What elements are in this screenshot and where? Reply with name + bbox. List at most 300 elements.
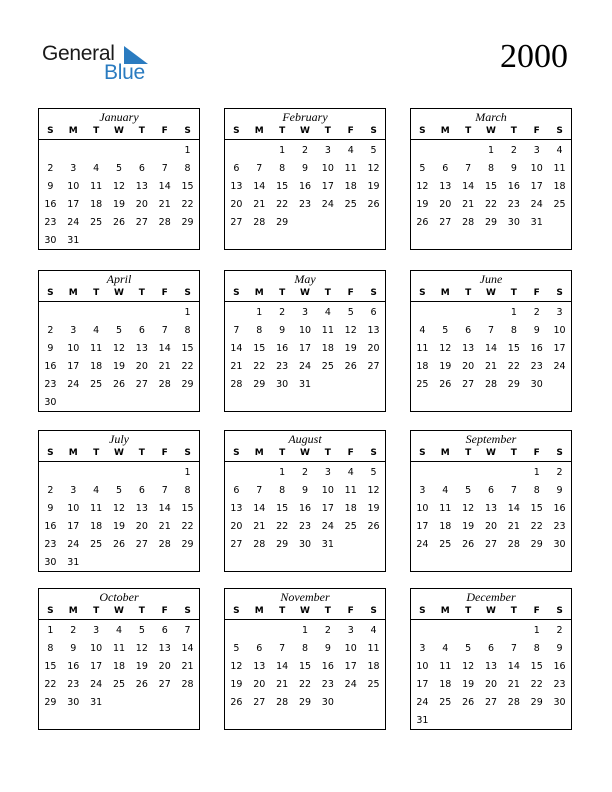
day-cell: 1 [279,467,286,478]
day-cell: 2 [301,467,309,478]
weekday-label: T [93,126,100,136]
month-title: December [466,590,516,604]
day-cell: 23 [321,679,334,690]
empty-day-cell [480,622,503,640]
day-cell: 22 [530,679,543,690]
day-cell: 4 [347,145,354,156]
day-cell: 17 [67,199,80,210]
day-cell: 18 [367,661,380,672]
day-cell: 8 [279,163,286,174]
day-cell: 23 [530,361,543,372]
weekday-label: S [556,126,563,136]
day-cell: 30 [44,557,57,568]
weekday-label: S [47,288,54,298]
day-cell: 15 [484,181,498,192]
day-cell: 29 [181,217,194,228]
day-cell: 2 [47,485,54,496]
day-cell: 26 [112,539,126,550]
day-cell: 29 [298,697,312,708]
day-cell: 1 [47,625,54,636]
logo-word-blue: Blue [104,61,145,84]
day-cell: 16 [67,661,80,672]
day-cell: 23 [553,521,566,532]
weekday-label: S [184,126,191,136]
weekday-header [39,605,199,620]
day-cell: 25 [416,379,429,390]
weekday-label: M [254,448,264,458]
day-cell: 24 [344,679,357,690]
weekday-label: T [279,288,286,298]
month-december [410,588,572,730]
day-cell: 15 [530,503,543,514]
day-cell: 26 [112,217,126,228]
weekday-label: F [347,606,354,616]
month-august [224,430,386,572]
empty-day-cell [502,464,525,482]
day-cell: 10 [344,643,357,654]
day-cell: 27 [439,217,452,228]
weekday-label: T [279,448,286,458]
day-grid [411,302,571,394]
day-cell: 17 [321,503,334,514]
day-cell: 8 [256,325,263,336]
day-cell: 21 [462,199,475,210]
day-cell: 6 [487,485,495,496]
day-cell: 24 [90,679,103,690]
day-cell: 11 [439,503,452,514]
weekday-label: F [533,126,540,136]
day-cell: 3 [533,145,540,156]
month-title: July [109,432,129,446]
empty-day-cell [434,622,457,640]
day-cell: 14 [484,343,498,354]
day-cell: 4 [556,145,563,156]
day-cell: 18 [344,503,357,514]
day-cell: 15 [530,661,543,672]
day-cell: 9 [47,343,54,354]
day-cell: 30 [44,235,57,246]
day-cell: 6 [233,163,240,174]
day-cell: 30 [44,397,57,408]
day-cell: 4 [442,643,449,654]
weekday-label: F [533,288,540,298]
weekday-label: S [556,448,563,458]
day-cell: 1 [184,307,191,318]
day-cell: 16 [44,361,57,372]
day-cell: 24 [321,521,334,532]
day-cell: 26 [367,199,380,210]
day-cell: 28 [253,539,266,550]
day-cell: 13 [253,661,266,672]
day-cell: 6 [233,485,240,496]
day-cell: 31 [321,539,334,550]
weekday-label: W [114,448,124,458]
day-cell: 27 [484,539,498,550]
day-cell: 20 [462,361,475,372]
day-cell: 12 [112,343,126,354]
day-cell: 10 [321,163,334,174]
day-cell: 4 [419,325,426,336]
weekday-label: S [233,448,240,458]
weekday-label: W [300,448,310,458]
weekday-label: S [47,126,54,136]
day-cell: 25 [344,521,357,532]
day-cell: 23 [44,217,57,228]
empty-day-cell [153,304,176,322]
day-cell: 19 [135,661,148,672]
day-cell: 4 [93,163,100,174]
day-cell: 23 [67,679,80,690]
day-cell: 9 [556,485,563,496]
weekday-label: T [510,126,517,136]
day-cell: 17 [416,679,429,690]
weekday-label: W [486,288,496,298]
day-cell: 4 [370,625,377,636]
day-grid [225,140,385,232]
day-cell: 14 [253,181,266,192]
day-cell: 27 [253,697,266,708]
day-cell: 19 [439,361,452,372]
day-cell: 3 [301,307,309,318]
empty-day-cell [248,142,271,160]
day-cell: 4 [93,325,100,336]
weekday-header [39,287,199,302]
day-cell: 24 [530,199,543,210]
month-title: October [99,590,139,604]
day-cell: 14 [181,643,194,654]
day-cell: 23 [44,539,57,550]
day-cell: 21 [158,521,171,532]
day-cell: 21 [230,361,243,372]
day-cell: 18 [344,181,357,192]
day-cell: 14 [158,503,171,514]
empty-day-cell [434,142,457,160]
day-cell: 31 [530,217,543,228]
day-cell: 2 [510,145,517,156]
day-cell: 17 [416,521,429,532]
day-cell: 16 [44,521,57,532]
day-cell: 25 [321,361,334,372]
day-cell: 19 [367,181,380,192]
day-cell: 19 [416,199,429,210]
day-cell: 23 [553,679,566,690]
day-cell: 30 [276,379,289,390]
day-cell: 19 [367,503,380,514]
day-cell: 11 [416,343,429,354]
weekday-label: T [324,288,331,298]
weekday-label: M [68,606,78,616]
day-cell: 28 [507,539,520,550]
empty-day-cell [108,464,131,482]
day-cell: 22 [253,361,266,372]
day-cell: 28 [276,697,289,708]
weekday-label: T [324,126,331,136]
day-cell: 6 [138,163,145,174]
day-cell: 29 [484,217,498,228]
day-cell: 16 [298,503,312,514]
day-cell: 1 [279,145,286,156]
weekday-label: S [370,126,377,136]
empty-day-cell [225,622,248,640]
empty-day-cell [130,142,153,160]
weekday-label: T [324,448,331,458]
day-cell: 31 [67,235,80,246]
empty-day-cell [39,464,62,482]
weekday-label: F [347,448,354,458]
day-cell: 2 [47,163,54,174]
day-cell: 21 [484,361,498,372]
weekday-label: W [486,606,496,616]
day-cell: 1 [184,467,191,478]
weekday-label: S [370,288,377,298]
day-grid [39,140,199,250]
day-cell: 20 [135,199,148,210]
day-cell: 25 [344,199,357,210]
day-cell: 10 [298,325,312,336]
day-cell: 17 [67,521,80,532]
weekday-header [411,287,571,302]
day-cell: 20 [158,661,171,672]
day-cell: 31 [298,379,312,390]
day-cell: 5 [233,643,240,654]
month-april [38,270,200,412]
day-cell: 28 [253,217,266,228]
day-cell: 25 [90,217,103,228]
day-cell: 28 [484,379,498,390]
empty-day-cell [108,142,131,160]
day-cell: 25 [439,539,452,550]
day-cell: 9 [324,643,331,654]
day-cell: 29 [276,539,289,550]
day-grid [411,620,571,730]
day-cell: 24 [416,539,429,550]
day-cell: 30 [321,697,334,708]
empty-day-cell [62,464,85,482]
day-cell: 14 [158,181,171,192]
weekday-label: F [347,288,354,298]
day-cell: 29 [530,697,543,708]
day-cell: 8 [184,485,191,496]
day-cell: 7 [256,163,263,174]
day-cell: 12 [230,661,243,672]
month-title: November [280,590,330,604]
empty-day-cell [85,464,108,482]
day-cell: 27 [230,539,243,550]
day-cell: 18 [553,181,566,192]
day-cell: 12 [462,661,475,672]
empty-day-cell [39,142,62,160]
day-cell: 2 [47,325,54,336]
day-cell: 26 [462,697,475,708]
empty-day-cell [39,304,62,322]
weekday-label: M [440,126,450,136]
day-cell: 16 [276,343,289,354]
day-cell: 6 [161,625,168,636]
day-cell: 1 [533,625,540,636]
empty-day-cell [434,304,457,322]
day-cell: 17 [344,661,357,672]
day-grid [411,462,571,554]
day-cell: 25 [439,697,452,708]
day-cell: 4 [93,485,100,496]
weekday-label: S [419,126,426,136]
day-cell: 15 [181,343,194,354]
day-cell: 13 [135,343,148,354]
weekday-label: T [510,288,517,298]
day-cell: 22 [484,199,498,210]
weekday-label: T [93,606,100,616]
day-cell: 12 [439,343,452,354]
month-title: August [288,432,322,446]
weekday-label: T [138,126,145,136]
logo-word-general: General [42,42,115,65]
day-cell: 26 [344,361,357,372]
day-cell: 13 [135,181,148,192]
empty-day-cell [457,304,480,322]
day-cell: 21 [507,679,520,690]
month-title: May [294,272,316,286]
day-cell: 21 [253,521,266,532]
day-cell: 13 [439,181,452,192]
day-cell: 29 [181,539,194,550]
day-cell: 22 [181,521,194,532]
day-cell: 22 [298,679,312,690]
weekday-label: T [465,288,472,298]
month-february [224,108,386,250]
day-cell: 23 [44,379,57,390]
day-cell: 21 [507,521,520,532]
day-cell: 24 [67,379,80,390]
empty-day-cell [411,464,434,482]
weekday-header [225,125,385,140]
day-cell: 12 [344,325,357,336]
weekday-label: M [440,448,450,458]
day-cell: 14 [507,503,520,514]
day-cell: 3 [347,625,354,636]
weekday-label: F [161,126,168,136]
day-cell: 13 [230,181,243,192]
day-cell: 25 [90,539,103,550]
day-cell: 7 [279,643,286,654]
weekday-header [411,605,571,620]
day-cell: 1 [487,145,495,156]
day-cell: 3 [93,625,100,636]
day-cell: 6 [442,163,449,174]
day-cell: 10 [67,181,80,192]
day-cell: 26 [135,679,148,690]
day-cell: 1 [184,145,191,156]
day-cell: 12 [462,503,475,514]
day-cell: 25 [553,199,566,210]
day-cell: 13 [367,325,380,336]
day-cell: 24 [321,199,334,210]
weekday-label: S [556,606,563,616]
day-cell: 22 [530,521,543,532]
day-cell: 7 [233,325,240,336]
day-cell: 24 [553,361,566,372]
day-cell: 20 [439,199,452,210]
day-cell: 3 [556,307,563,318]
day-cell: 10 [67,343,80,354]
weekday-label: M [440,606,450,616]
weekday-label: S [184,288,191,298]
month-title: April [106,272,132,286]
day-cell: 5 [347,307,354,318]
day-cell: 10 [553,325,566,336]
day-cell: 24 [67,539,80,550]
weekday-header [411,125,571,140]
day-cell: 22 [181,199,194,210]
weekday-label: T [138,606,145,616]
weekday-label: T [465,448,472,458]
day-cell: 17 [67,361,80,372]
day-cell: 14 [507,661,520,672]
day-cell: 14 [253,503,266,514]
day-cell: 11 [321,325,334,336]
empty-day-cell [130,464,153,482]
weekday-label: W [114,126,124,136]
day-cell: 19 [230,679,243,690]
weekday-header [39,125,199,140]
day-cell: 2 [556,467,563,478]
day-cell: 6 [256,643,263,654]
calendar-year: 2000 [500,38,568,75]
weekday-header [225,287,385,302]
day-cell: 20 [230,199,243,210]
day-cell: 19 [462,679,475,690]
day-cell: 30 [298,539,312,550]
day-cell: 20 [253,679,266,690]
weekday-label: M [254,126,264,136]
day-cell: 28 [158,217,171,228]
day-cell: 29 [507,379,520,390]
day-cell: 6 [138,325,145,336]
weekday-label: S [419,288,426,298]
empty-day-cell [225,464,248,482]
month-october [38,588,200,730]
day-cell: 7 [465,163,472,174]
day-cell: 10 [90,643,103,654]
weekday-label: T [510,448,517,458]
day-cell: 6 [138,485,145,496]
day-cell: 18 [321,343,334,354]
day-cell: 5 [419,163,426,174]
day-cell: 12 [416,181,429,192]
day-cell: 2 [533,307,540,318]
weekday-label: T [138,288,145,298]
weekday-label: T [93,288,100,298]
empty-day-cell [108,304,131,322]
weekday-label: M [68,448,78,458]
day-grid [225,620,385,712]
empty-day-cell [502,622,525,640]
weekday-label: F [161,606,168,616]
weekday-label: T [324,606,331,616]
day-cell: 9 [279,325,286,336]
day-cell: 2 [324,625,331,636]
day-cell: 24 [298,361,312,372]
day-cell: 12 [367,485,380,496]
day-cell: 27 [367,361,380,372]
day-cell: 13 [484,503,498,514]
weekday-label: M [254,606,264,616]
day-cell: 22 [507,361,520,372]
day-cell: 9 [510,163,517,174]
day-cell: 21 [276,679,289,690]
day-cell: 15 [276,181,289,192]
day-cell: 10 [416,503,429,514]
day-cell: 4 [347,467,354,478]
